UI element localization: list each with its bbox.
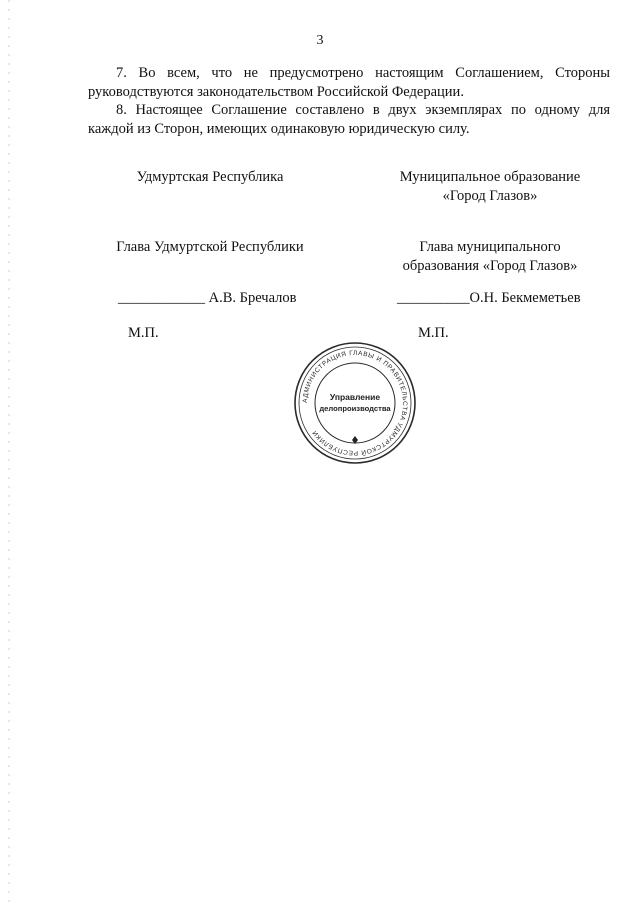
- stamp-ring-text: АДМИНИСТРАЦИЯ ГЛАВЫ И ПРАВИТЕЛЬСТВА УДМУРТСКОЙ РЕСПУБЛИКИ: [301, 349, 409, 457]
- right-party-name-line1: Муниципальное образование: [399, 169, 581, 185]
- stamp-center-line1: Управление: [329, 392, 381, 402]
- right-party-name-line2: «Город Глазов»: [442, 188, 538, 204]
- right-signature-line: __________О.Н. Бекмеметьев: [397, 290, 581, 306]
- left-seal-mark: М.П.: [128, 325, 159, 341]
- official-stamp: [292, 340, 418, 466]
- right-party-name: [375, 168, 605, 206]
- right-party-position-line1: Глава муниципального: [419, 239, 561, 255]
- right-party-position: [375, 238, 605, 276]
- right-seal-mark: М.П.: [418, 325, 449, 341]
- left-party-position: Глава Удмуртской Республики: [116, 239, 304, 255]
- scan-edge-artifact: [8, 0, 10, 905]
- clause-8: 8. Настоящее Соглашение составлено в двух экземплярах по одному для каждой из Сторон, имеющих одинаковую юридическую силу.: [88, 102, 610, 137]
- right-party-position-line2: образования «Город Глазов»: [402, 258, 578, 274]
- stamp-center-line2: делопроизводства: [319, 404, 391, 413]
- left-signature-line: ____________ А.В. Бречалов: [118, 290, 297, 306]
- page-number: 3: [316, 33, 324, 48]
- clause-7: 7. Во всем, что не предусмотрено настоящим Соглашением, Стороны руководствуются законодательством Российской Федерации.: [88, 65, 610, 100]
- left-party-name: Удмуртская Республика: [136, 169, 284, 185]
